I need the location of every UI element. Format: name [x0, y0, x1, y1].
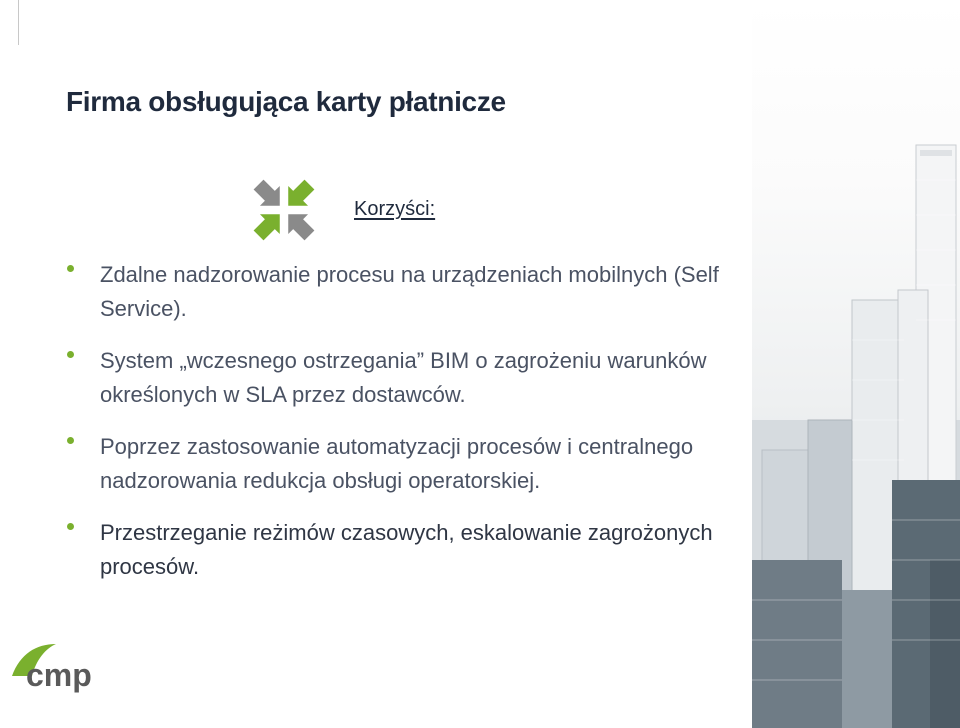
- benefits-list: [62, 258, 734, 602]
- bullet-text: Zdalne nadzorowanie procesu na urządzeniach mobilnych (Self Service).: [100, 262, 719, 321]
- dot-bullet-icon: [67, 523, 74, 530]
- bullet-item: [62, 258, 734, 326]
- skyline-image: [752, 0, 960, 728]
- bullet-text: System „wczesnego ostrzegania” BIM o zagrożeniu warunków określonych w SLA przez dostawców.: [100, 348, 707, 407]
- benefits-heading: Korzyści:: [354, 198, 436, 220]
- bullet-item: [62, 516, 734, 584]
- dot-bullet-icon: [67, 351, 74, 358]
- bullet-item: [62, 344, 734, 412]
- slide-title: Firma obsługująca karty płatnicze: [66, 86, 506, 117]
- cmp-logo: [6, 636, 116, 700]
- left-divider: [18, 0, 19, 45]
- bullet-text: Poprzez zastosowanie automatyzacji procesów i centralnego nadzorowania redukcja obsługi operatorskiej.: [100, 434, 694, 493]
- bullet-text: Przestrzeganie reżimów czasowych, eskalowanie zagrożonych procesów.: [100, 520, 713, 579]
- converging-arrows-icon: [244, 170, 324, 250]
- cmp-logo-text: cmp: [26, 657, 92, 693]
- dot-bullet-icon: [67, 265, 74, 272]
- dot-bullet-icon: [67, 437, 74, 444]
- bullet-item: [62, 430, 734, 498]
